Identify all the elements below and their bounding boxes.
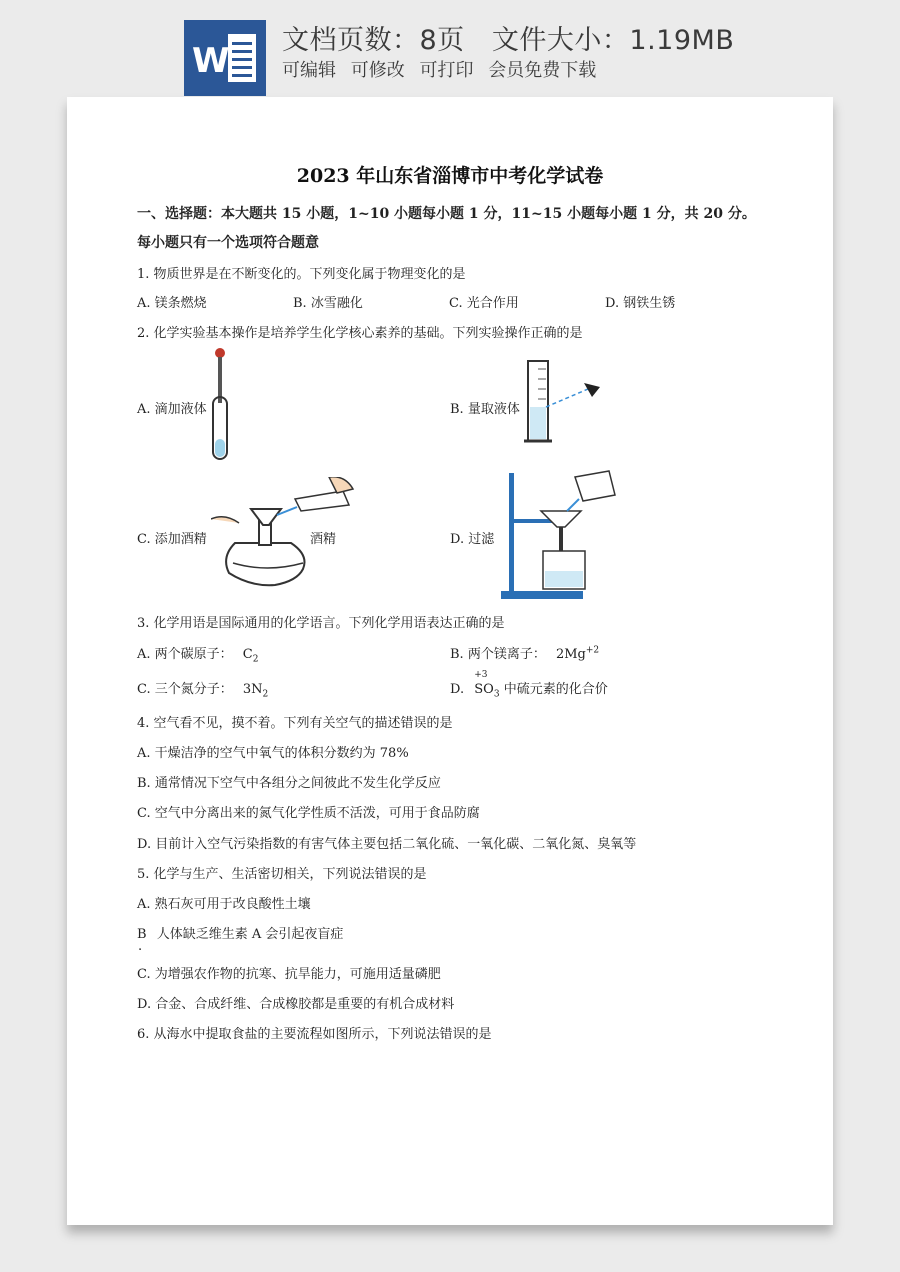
- q4-option-a: A. 干燥洁净的空气中氧气的体积分数约为 78%: [137, 746, 409, 761]
- question-4-stem: 4. 空气看不见，摸不着。下列有关空气的描述错误的是: [137, 716, 453, 731]
- question-2-stem: 2. 化学实验基本操作是培养学生化学核心素养的基础。下列实验操作正确的是: [137, 326, 583, 341]
- word-document-icon: [184, 20, 266, 96]
- feature-editable: 可编辑: [282, 60, 336, 81]
- q3-c-subscript: 2: [262, 689, 269, 700]
- section-heading: 一、选择题：本大题共 15 小题，1~10 小题每小题 1 分，11~15 小题每小题 1 分，共 20 分。: [137, 206, 756, 222]
- alcohol-lamp-figure: [211, 477, 361, 589]
- q5-option-c: C. 为增强农作物的抗寒、抗旱能力，可施用适量磷肥: [137, 967, 441, 982]
- document-page: [67, 97, 833, 1225]
- q5-option-d: D. 合金、合成纤维、合成橡胶都是重要的有机合成材料: [137, 997, 455, 1012]
- q3-a-subscript: 2: [252, 654, 259, 665]
- q3-d-valence: +3: [474, 670, 488, 680]
- q5-b-letter: B: [137, 927, 147, 942]
- q4-option-c: C. 空气中分离出来的氮气化学性质不活泼，可用于食品防腐: [137, 806, 480, 821]
- question-5-stem: 5. 化学与生产、生活密切相关，下列说法错误的是: [137, 867, 427, 882]
- q1-option-b: B. 冰雪融化: [293, 296, 363, 311]
- file-info-title: 文档页数：8页 文件大小：1.19MB: [282, 25, 735, 56]
- q3-c-label: C. 三个氮分子：: [137, 682, 233, 697]
- q3-b-label: B. 两个镁离子：: [450, 647, 546, 662]
- q5-option-b: [137, 923, 344, 954]
- q3-a-formula: C: [242, 647, 253, 662]
- q3-option-b: [450, 643, 599, 662]
- feature-member-download[interactable]: 会员免费下载: [488, 60, 597, 81]
- q3-b-superscript: +2: [585, 645, 600, 656]
- q3-option-c: [137, 678, 268, 700]
- q5-option-a: A. 熟石灰可用于改良酸性土壤: [137, 897, 311, 912]
- feature-printable: 可打印: [419, 60, 474, 81]
- q1-option-a: A. 镁条燃烧: [137, 296, 207, 311]
- q4-option-b: B. 通常情况下空气中各组分之间彼此不发生化学反应: [137, 776, 441, 791]
- q1-option-d: D. 钢铁生锈: [605, 296, 676, 311]
- section-subheading: 每小题只有一个选项符合题意: [137, 235, 319, 251]
- word-icon-letter: W: [192, 41, 230, 81]
- download-banner: [0, 0, 900, 96]
- feature-list: [282, 56, 605, 82]
- question-6-stem: 6. 从海水中提取食盐的主要流程如图所示，下列说法错误的是: [137, 1027, 492, 1042]
- q3-option-a: [137, 643, 258, 665]
- alcohol-label: 酒精: [310, 532, 337, 547]
- q3-d-formula: SO: [474, 682, 494, 697]
- q5-b-dot: .: [138, 939, 143, 954]
- q3-option-d: [450, 670, 608, 700]
- q3-d-subscript: 3: [493, 689, 500, 700]
- q3-b-formula: 2Mg: [555, 647, 586, 662]
- q1-option-c: C. 光合作用: [449, 296, 519, 311]
- dropper-test-tube-figure: [205, 347, 235, 463]
- q3-d-label: D.: [450, 682, 465, 697]
- q3-a-label: A. 两个碳原子：: [137, 647, 233, 662]
- q5-b-text: 人体缺乏维生素 A 会引起夜盲症: [156, 927, 344, 942]
- q3-d-text: 中硫元素的化合价: [503, 682, 608, 697]
- document-title: 2023 年山东省淄博市中考化学试卷: [296, 165, 604, 187]
- q2-option-b: B. 量取液体: [450, 402, 520, 417]
- graduated-cylinder-figure: [522, 357, 606, 445]
- question-1-stem: 1. 物质世界是在不断变化的。下列变化属于物理变化的是: [137, 267, 466, 282]
- question-3-stem: 3. 化学用语是国际通用的化学语言。下列化学用语表达正确的是: [137, 616, 505, 631]
- q4-option-d: D. 目前计入空气污染指数的有害气体主要包括二氧化硫、一氧化碳、二氧化氮、臭氧等: [137, 837, 637, 852]
- q3-c-formula: 3N: [242, 682, 263, 697]
- q2-option-d: D. 过滤: [450, 532, 495, 547]
- filtration-setup-figure: [497, 467, 627, 603]
- q2-option-a: A. 滴加液体: [137, 402, 207, 417]
- feature-modifiable: 可修改: [350, 60, 405, 81]
- q2-option-c: C. 添加酒精: [137, 532, 207, 547]
